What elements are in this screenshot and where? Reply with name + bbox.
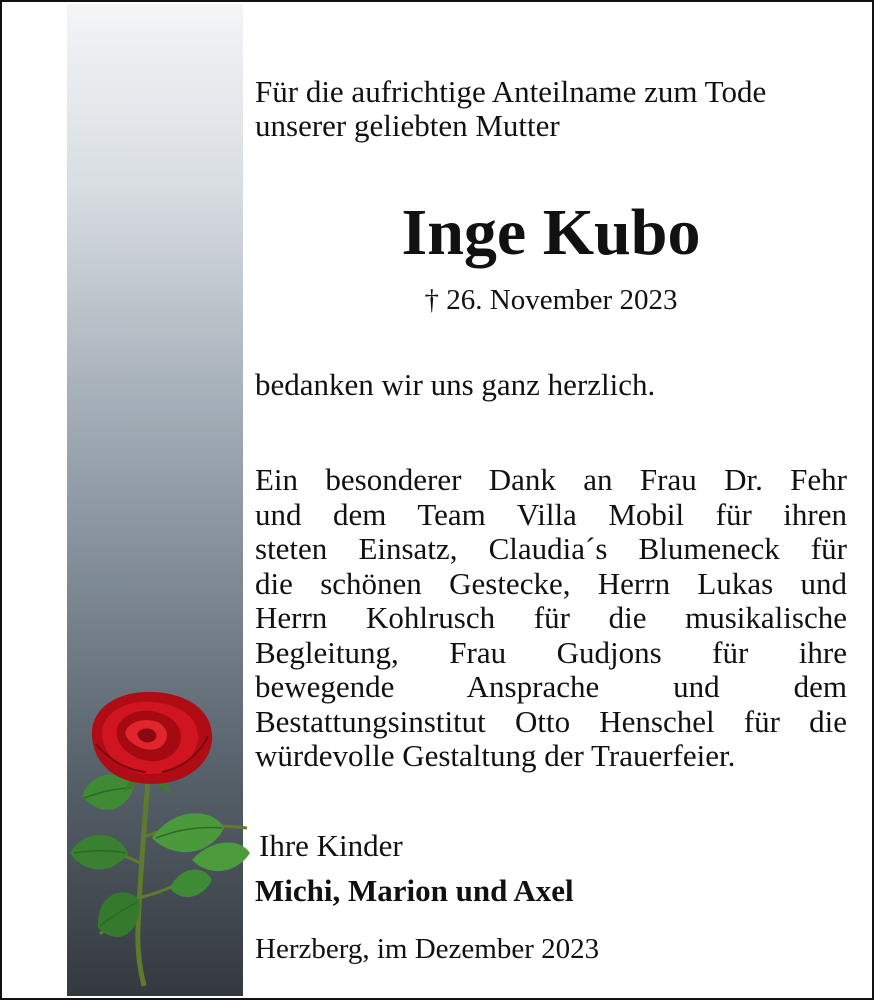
gratitude-line: Begleitung, Frau Gudjons für ihre: [255, 634, 847, 670]
gratitude-paragraph: [255, 463, 847, 774]
intro-line: unserer geliebten Mutter: [255, 108, 560, 143]
gratitude-line: bewegende Ansprache und dem: [255, 669, 847, 704]
gratitude-line: würdevolle Gestaltung der Trauerfeier.: [255, 738, 736, 773]
signature-names: Michi, Marion und Axel: [255, 873, 574, 908]
gratitude-line: die schönen Gestecke, Herrn Lukas und: [255, 565, 847, 601]
thanks-line: bedanken wir uns ganz herzlich.: [255, 367, 656, 402]
place-date: Herzberg, im Dezember 2023: [255, 933, 600, 965]
death-date: † 26. November 2023: [424, 284, 678, 316]
gratitude-line: Ein besonderer Dank an Frau Dr. Fehr: [255, 462, 847, 497]
intro-text: [255, 75, 847, 143]
signature-label: Ihre Kinder: [259, 828, 403, 863]
intro-line: Für die aufrichtige Anteilname zum Tode: [255, 74, 767, 109]
gratitude-line: Herrn Kohlrusch für die musikalische: [255, 600, 847, 635]
gratitude-line: steten Einsatz, Claudia´s Blumeneck für: [255, 531, 847, 566]
gratitude-line: und dem Team Villa Mobil für ihren: [255, 496, 847, 532]
deceased-name: Inge Kubo: [401, 196, 701, 269]
red-rose-icon: [62, 688, 252, 988]
gratitude-line: Bestattungsinstitut Otto Henschel für die: [255, 703, 847, 739]
